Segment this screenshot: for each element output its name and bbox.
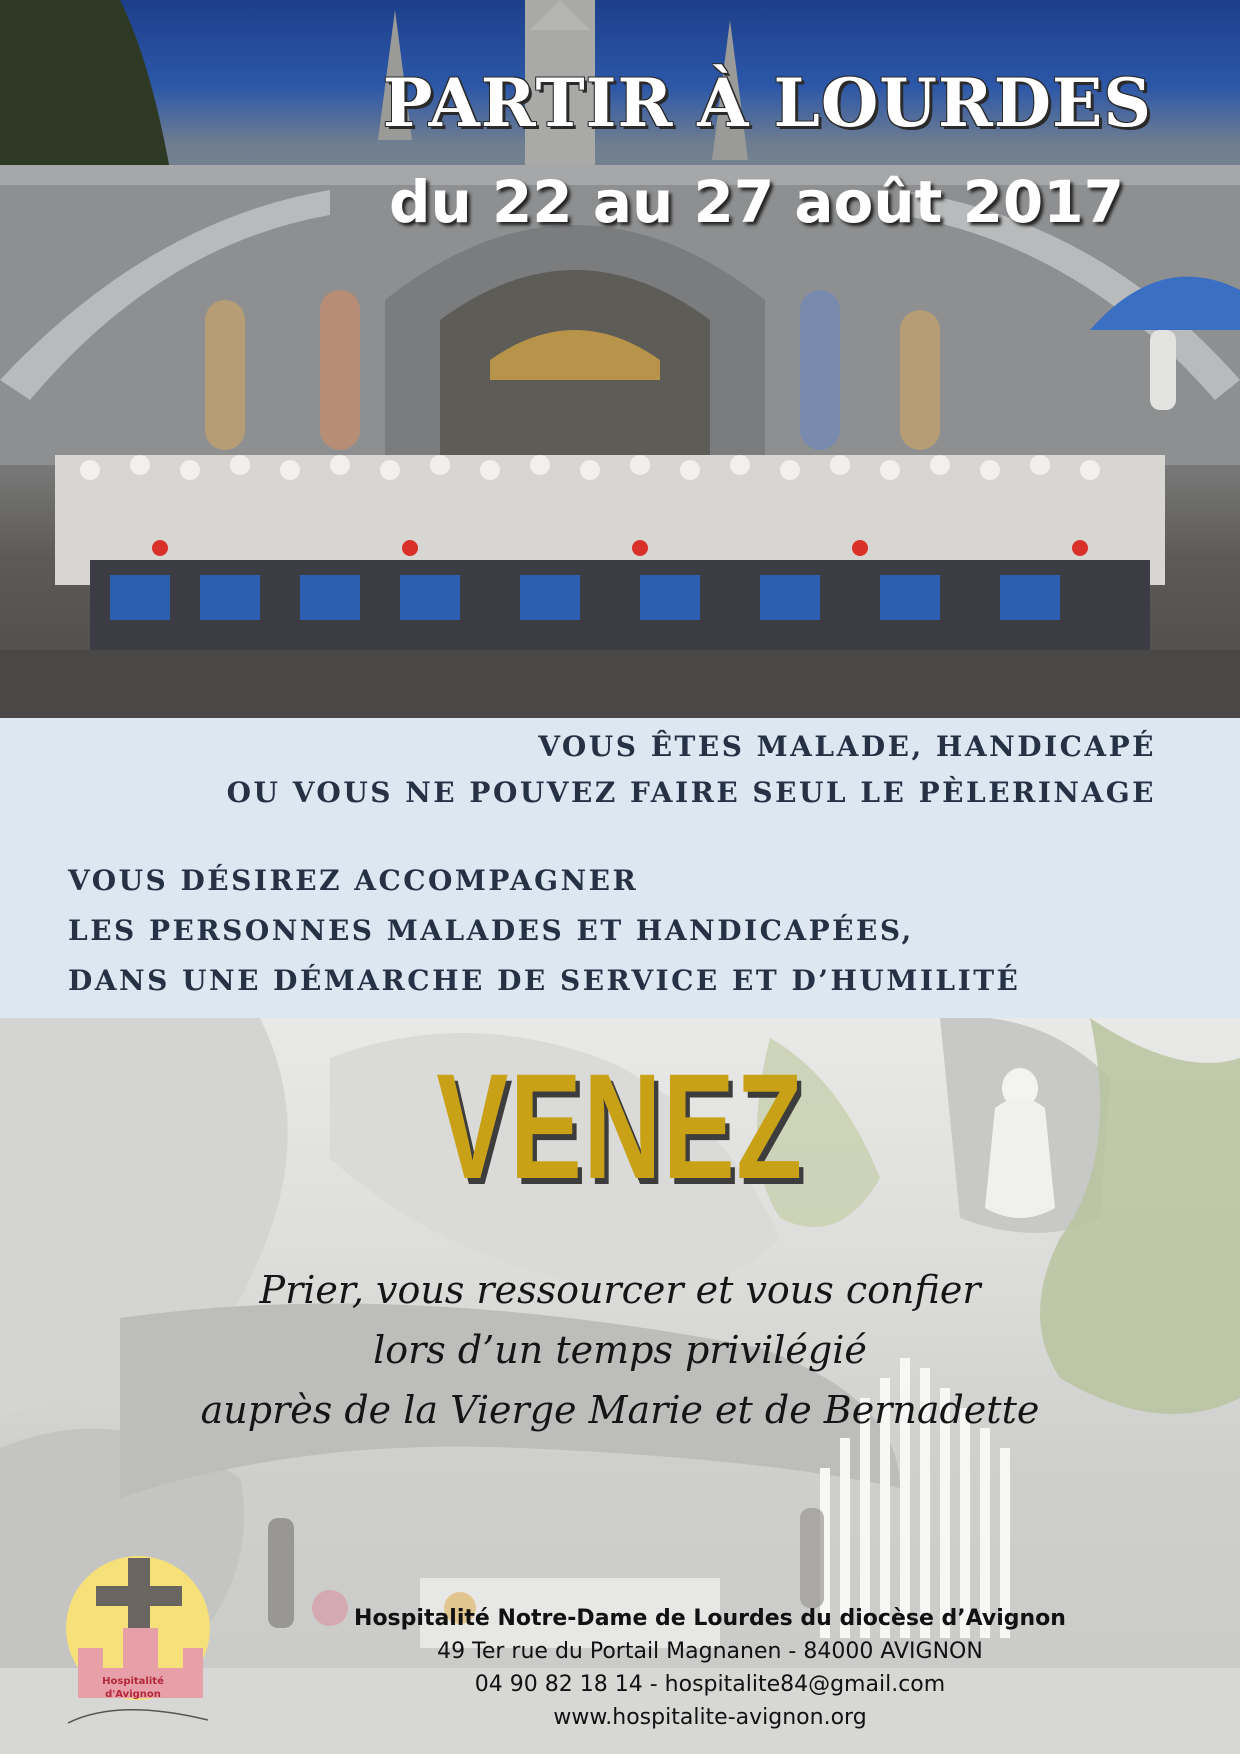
website-link[interactable]: www.hospitalite-avignon.org <box>553 1705 867 1730</box>
organization-name: Hospitalité Notre-Dame de Lourdes du diocèse d’Avignon <box>354 1606 1066 1631</box>
logo-label-1: Hospitalité <box>102 1676 164 1687</box>
info-line-3: VOUS DÉSIREZ ACCOMPAGNER <box>68 864 639 897</box>
phone-email: 04 90 82 18 14 - hospitalite84@gmail.com <box>474 1672 946 1697</box>
logo-emblem <box>58 1548 218 1738</box>
info-line-5: DANS UNE DÉMARCHE DE SERVICE ET D’HUMILITÉ <box>68 964 1021 997</box>
invite-line-1: Prier, vous ressourcer et vous confier <box>259 1268 981 1312</box>
basilica-group-photo <box>0 0 1240 718</box>
info-line-4: LES PERSONNES MALADES ET HANDICAPÉES, <box>68 914 914 947</box>
info-line-2: OU VOUS NE POUVEZ FAIRE SEUL LE PÈLERINAGE <box>226 776 1156 809</box>
postal-address: 49 Ter rue du Portail Magnanen - 84000 AVIGNON <box>437 1639 983 1664</box>
contact-block <box>320 1602 1100 1734</box>
logo-label-2: d'Avignon <box>105 1689 161 1700</box>
flyer-title: PARTIR À LOURDES <box>382 64 1152 142</box>
invite-line-3: auprès de la Vierge Marie et de Bernadette <box>200 1388 1040 1432</box>
pilgrimage-dates: du 22 au 27 août 2017 <box>388 168 1124 236</box>
invite-line-2: lors d’un temps privilégié <box>373 1328 867 1372</box>
hospitalite-logo <box>58 1548 218 1738</box>
info-line-1: VOUS ÊTES MALADE, HANDICAPÉ <box>538 730 1156 763</box>
info-band <box>0 718 1240 1018</box>
venez-headline: VENEZ <box>436 1042 804 1210</box>
